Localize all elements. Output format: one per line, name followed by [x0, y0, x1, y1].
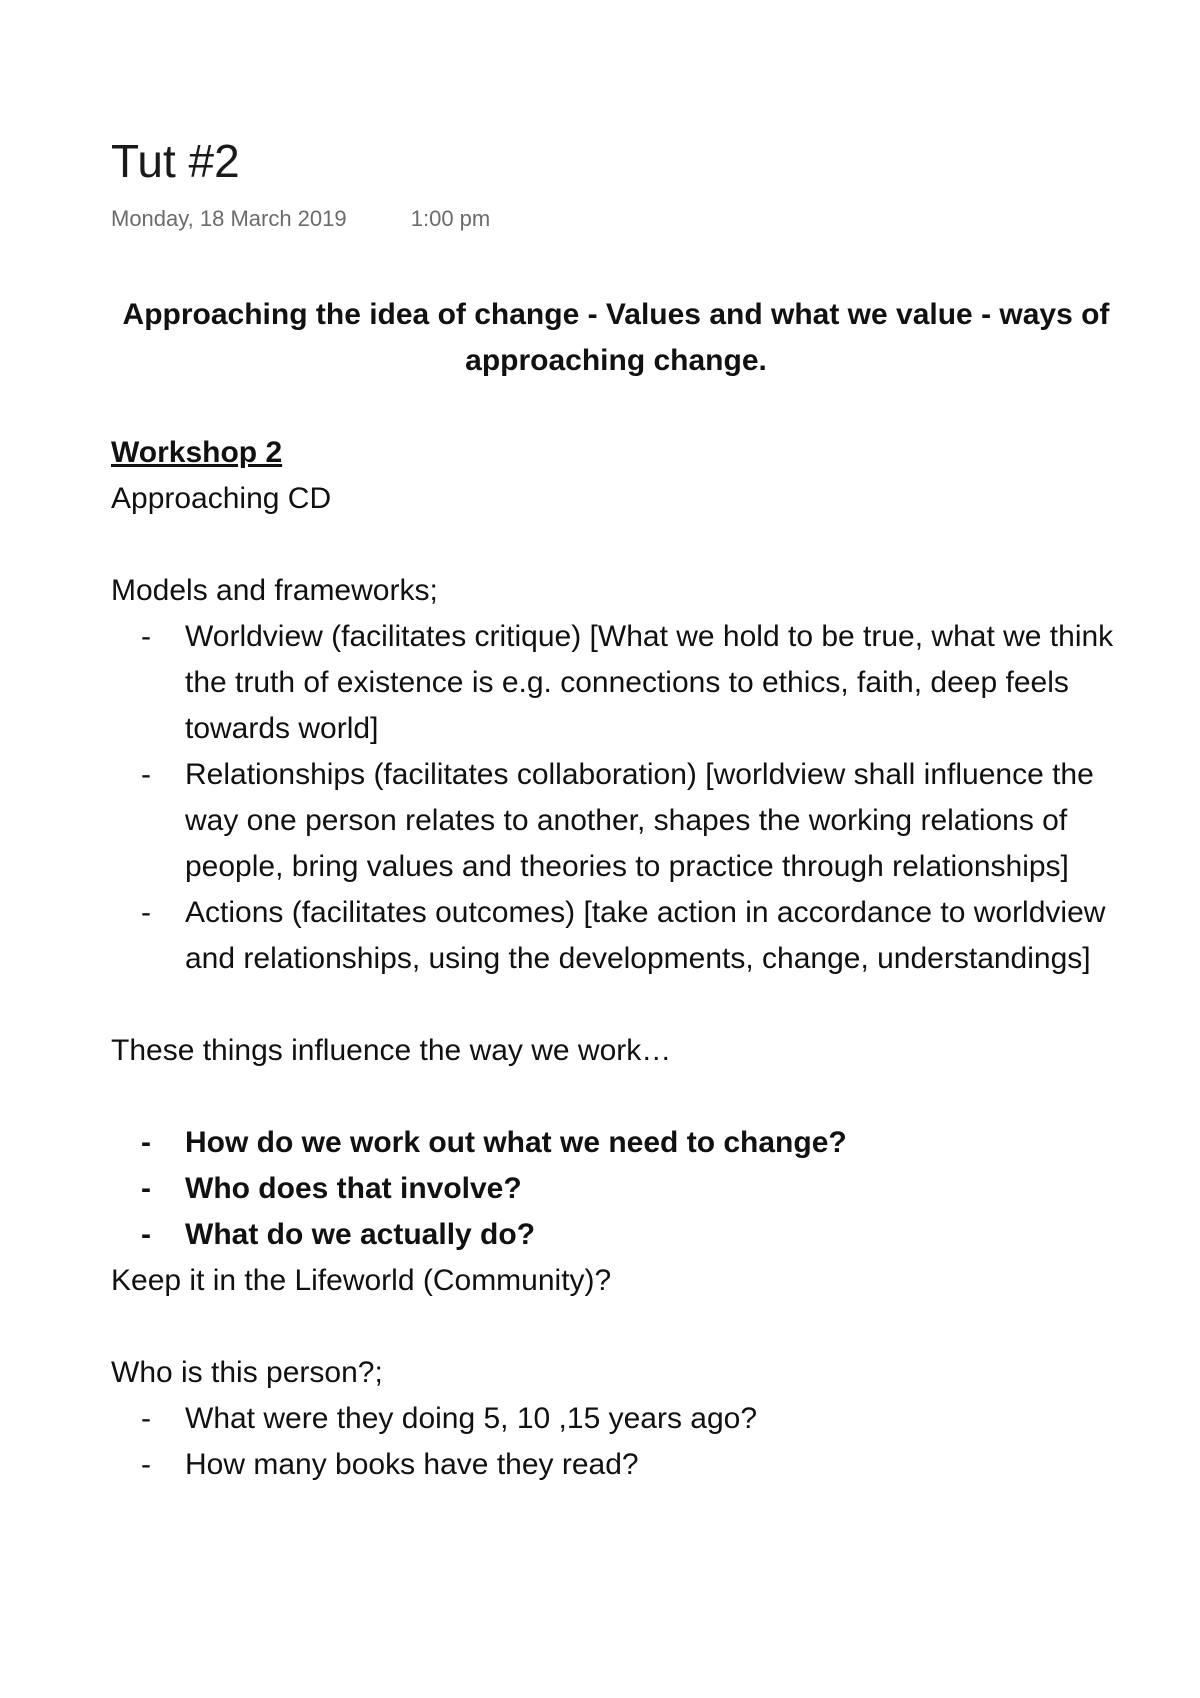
workshop-title: Workshop 2: [111, 436, 283, 469]
list-item: - What do we actually do?: [111, 1212, 1121, 1258]
note-date: Monday, 18 March 2019: [111, 206, 347, 231]
list-item: - How many books have they read?: [111, 1442, 1121, 1488]
note-metadata: [111, 206, 490, 232]
models-intro: Models and frameworks;: [111, 574, 438, 607]
key-questions-list: [111, 1120, 1121, 1258]
person-intro: Who is this person?;: [111, 1356, 383, 1389]
list-item: - Worldview (facilitates critique) [What we hold to be true, what we think the truth of existence is e.g. connections to ethics, faith, deep feels towards world]: [111, 614, 1121, 752]
models-list: [111, 614, 1121, 982]
list-item: - Who does that involve?: [111, 1166, 1121, 1212]
list-item: - Actions (facilitates outcomes) [take action in accordance to worldview and relationships, using the developments, change, understandings]: [111, 890, 1121, 982]
list-item: - What were they doing 5, 10 ,15 years ago?: [111, 1396, 1121, 1442]
page-title: Tut #2: [111, 135, 240, 187]
person-questions-list: [111, 1396, 1121, 1488]
list-item: - Relationships (facilitates collaboration) [worldview shall influence the way one person relates to another, shapes the working relations of people, bring values and theories to practice through relationships]: [111, 752, 1121, 890]
note-time: 1:00 pm: [410, 206, 491, 231]
list-item: - How do we work out what we need to change?: [111, 1120, 1121, 1166]
topic-heading: Approaching the idea of change - Values and what we value - ways of approaching change.: [122, 298, 1110, 377]
note-body: [111, 292, 1121, 1488]
lifeworld-question: Keep it in the Lifeworld (Community)?: [111, 1264, 612, 1297]
influence-intro: These things influence the way we work…: [111, 1034, 672, 1067]
workshop-subtitle: Approaching CD: [111, 482, 332, 515]
